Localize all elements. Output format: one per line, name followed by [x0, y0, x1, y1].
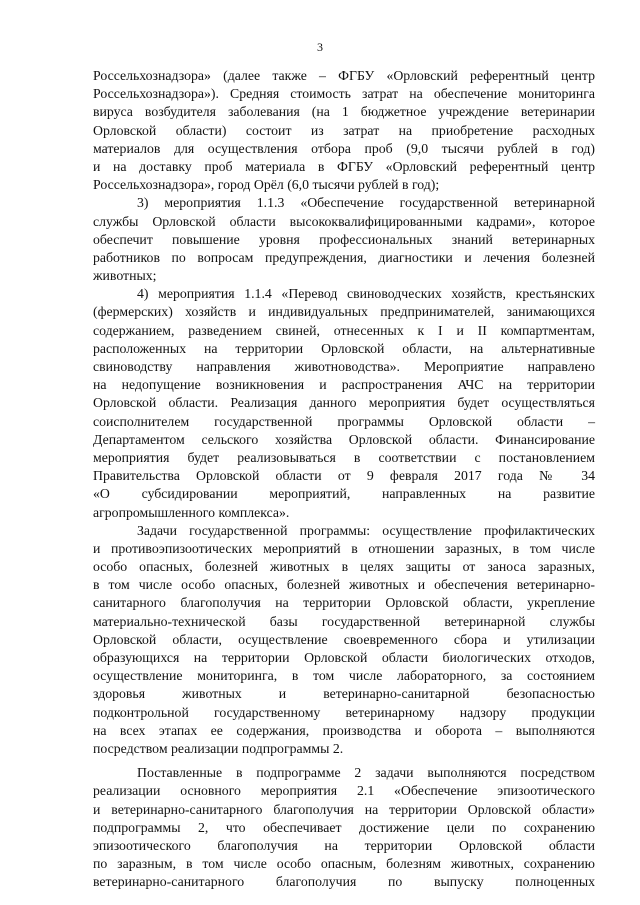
text-line: материалов для осуществления отбора проб (9,0 тысячи рублей в год): [93, 140, 595, 156]
text-line: мероприятия будет реализовываться в соответствии с постановлением: [93, 449, 595, 465]
text-line: животных;: [93, 268, 157, 284]
text-line: Россельхознадзора» (далее также – ФГБУ «Орловский референтный центр: [93, 68, 595, 83]
text-line: Орловской области) состоит из затрат на приобретение расходных: [93, 122, 595, 138]
text-line: Департаментом сельского хозяйства Орловской области. Финансирование: [93, 431, 595, 447]
text-line: Орловской области, осуществление своевременного сбора и утилизации: [93, 631, 595, 647]
text-line: эпизоотического благополучия на территории Орловской области: [93, 837, 595, 853]
text-line: Поставленные в подпрограмме 2 задачи выполняются посредством: [137, 765, 595, 781]
text-line: свиноводству направления животноводства». Мероприятие направлено: [93, 359, 595, 374]
text-line: реализации основного мероприятия 2.1 «Обеспечение эпизоотического: [93, 783, 595, 799]
text-line: в том числе особо опасных, болезней животных и обеспечения ветеринарно-: [93, 577, 595, 593]
text-line: Орловской области. Реализация данного мероприятия будет осуществляться: [93, 395, 595, 411]
text-line: агропромышленного комплекса».: [93, 504, 290, 520]
text-line: подконтрольной государственному ветеринарному надзору продукции: [93, 704, 595, 720]
text-line: ветеринарно-санитарного благополучия по выпуску полноценных: [93, 874, 595, 890]
text-line: Россельхознадзора»). Средняя стоимость затрат на обеспечение мониторинга: [93, 86, 595, 102]
text-line: содержанием, разведением свиней, отнесенных к I и II компартментам,: [93, 322, 595, 338]
text-line: образующихся на территории Орловской области биологических отходов,: [93, 650, 595, 665]
text-line: осуществление мониторинга, в том числе лабораторного, за состоянием: [93, 668, 595, 684]
text-line: и на доставку проб материала в ФГБУ «Орловский референтный центр: [93, 158, 595, 174]
text-line: (фермерских) хозяйств и индивидуальных предпринимателей, занимающихся: [93, 304, 595, 320]
text-line: на всех этапах ее содержания, производства и оборота – выполняются: [93, 722, 595, 738]
text-line: обеспечит повышение уровня профессиональных знаний ветеринарных: [93, 231, 595, 247]
text-line: службы Орловской области высококвалифицированными кадрами», которое: [93, 213, 595, 229]
text-line: Задачи государственной программы: осуществление профилактических: [137, 522, 595, 538]
text-line: санитарного благополучия на территории Орловской области, укрепление: [93, 595, 595, 611]
document-body: [93, 67, 595, 891]
text-line: материально-технической базы государственной ветеринарной службы: [93, 613, 595, 629]
text-line: работников по вопросам предупреждения, диагностики и лечения болезней: [93, 249, 595, 265]
text-line: 4) мероприятия 1.1.4 «Перевод свиноводческих хозяйств, крестьянских: [137, 286, 595, 302]
text-line: здоровья животных и ветеринарно-санитарной безопасностью: [93, 686, 595, 702]
text-line: на недопущение возникновения и распространения АЧС на территории: [93, 377, 595, 393]
text-line: 3) мероприятия 1.1.3 «Обеспечение государственной ветеринарной: [137, 195, 595, 211]
text-line: подпрограммы 2, что обеспечивает достижение цели по сохранению: [93, 819, 595, 835]
text-line: по заразным, в том числе особо опасным, болезням животных, сохранению: [93, 856, 595, 872]
text-line: соисполнителем государственной программы Орловской области –: [93, 413, 595, 429]
text-line: посредством реализации подпрограммы 2.: [93, 740, 344, 756]
text-line: вируса возбудителя заболевания (на 1 бюджетное учреждение ветеринарии: [93, 104, 595, 120]
page-number: 3: [317, 40, 323, 54]
text-line: расположенных на территории Орловской области, на альтернативные: [93, 340, 595, 356]
text-line: и ветеринарно-санитарного благополучия на территории Орловской области»: [93, 801, 595, 817]
text-line: Россельхознадзора», город Орёл (6,0 тысячи рублей в год);: [93, 177, 440, 193]
text-line: и противоэпизоотических мероприятий в отношении заразных, в том числе: [93, 540, 595, 556]
text-line: особо опасных, болезней животных в целях защиты от заноса заразных,: [93, 559, 595, 575]
text-line: «О субсидировании мероприятий, направленных на развитие: [93, 486, 595, 502]
text-line: Правительства Орловской области от 9 февраля 2017 года № 34: [93, 468, 595, 484]
